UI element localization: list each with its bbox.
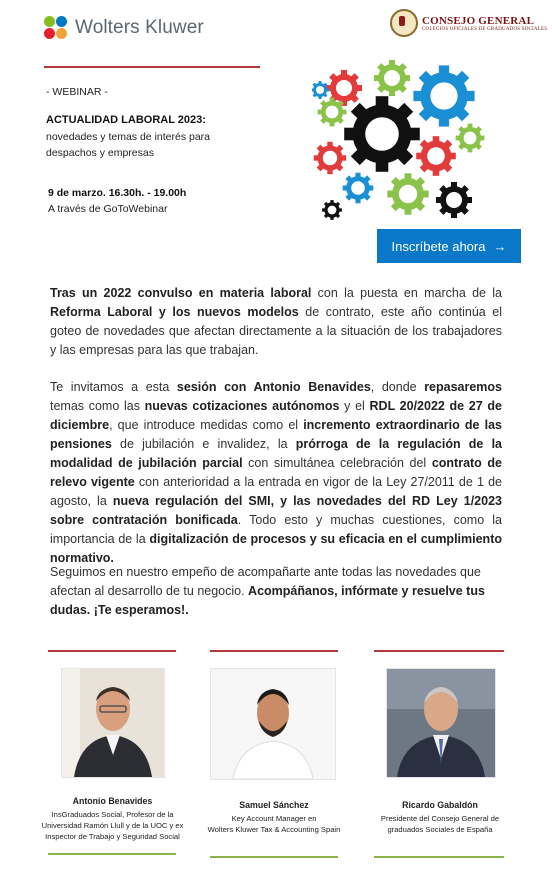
consejo-seal-icon	[390, 9, 418, 37]
bottom-divider-2	[210, 856, 338, 858]
speaker-name: Antonio Benavides	[72, 796, 153, 806]
speaker-role-line: Inspector de Trabajo y Seguridad Social	[45, 832, 180, 841]
black-gear-small-icon	[436, 182, 472, 218]
blue-gear-icon	[413, 65, 474, 126]
brand-name: Wolters Kluwer	[75, 17, 204, 38]
speaker-role-line: InsGraduados Social, Profesor de la	[51, 810, 174, 819]
event-date: 9 de marzo. 16.30h. - 19.00h	[48, 187, 187, 199]
partner-title: CONSEJO GENERAL	[422, 14, 535, 27]
text-run: digitalización de procesos y su eficacia en el cumplimiento normativo.	[50, 532, 502, 565]
event-title: ACTUALIDAD LABORAL 2023:	[46, 114, 206, 126]
text-run: nueva regulación del SMI, y las novedades del RD Ley 1/2023 sobre contratación bonificada	[50, 494, 502, 527]
wolters-kluwer-logo	[44, 16, 204, 40]
green-gear-bottom-icon	[387, 173, 428, 214]
text-run: temas como las	[50, 399, 145, 413]
event-kind: - WEBINAR -	[46, 86, 108, 98]
text-run: sesión con Antonio Benavides	[176, 380, 371, 394]
text-run: , que introduce medidas como el	[109, 418, 304, 432]
speaker-role-line: Presidente del Consejo General de	[380, 814, 500, 823]
text-run: de jubilación e invalidez, la	[111, 437, 296, 451]
invitation-paragraph	[50, 378, 502, 568]
text-run: prórroga de la regulación de la modalidad de jubilación parcial	[50, 437, 502, 470]
text-run: Tras un 2022 convulso en materia laboral	[50, 286, 312, 300]
speaker-divider-2	[210, 650, 338, 652]
text-run: Te invitamos a esta	[50, 380, 177, 394]
speaker-photo-antonio	[61, 668, 165, 778]
speaker-role-line: Wolters Kluwer Tax & Accounting Spain	[207, 825, 341, 834]
green-gear-icon	[374, 60, 410, 96]
black-gear-icon	[344, 96, 420, 172]
event-subtitle-1: novedades y temas de interés para	[46, 131, 211, 143]
wolters-kluwer-mark-icon	[44, 16, 68, 40]
speaker-photo-ricardo	[386, 668, 496, 778]
red-gear-small-icon	[314, 142, 346, 174]
speaker-card-antonio	[40, 796, 185, 842]
text-run: de contrato, este año continúa el goteo de novedades que afectan directamente a la situación de los trabajadores y las empresas para las que trabajan.	[50, 305, 502, 357]
text-run: Reforma Laboral y los nuevos modelos	[50, 305, 299, 319]
event-platform: A través de GoToWebinar	[48, 203, 168, 215]
speaker-role-line: Key Account Manager en	[231, 814, 317, 823]
person-portrait-icon	[387, 669, 495, 777]
text-run: con la puesta en marcha de la	[311, 286, 502, 300]
register-button[interactable]	[377, 229, 521, 263]
text-run: contrato de relevo vigente	[50, 456, 503, 489]
top-divider	[44, 66, 260, 68]
person-portrait-icon	[62, 669, 164, 777]
lime-gear-icon	[318, 98, 347, 127]
partner-subtitle: COLEGIOS OFICIALES DE GRADUADOS SOCIALES	[422, 26, 548, 32]
speaker-photo-samuel	[210, 668, 336, 780]
speaker-card-samuel	[197, 800, 351, 835]
text-run: nuevas cotizaciones autónomos	[144, 399, 340, 413]
speaker-card-ricardo	[365, 800, 515, 835]
bottom-divider-3	[374, 856, 504, 858]
text-run: , donde	[370, 380, 425, 394]
speaker-name: Samuel Sánchez	[239, 800, 309, 810]
event-subtitle-2: despachos y empresas	[46, 147, 154, 159]
text-run: con simultánea celebración del	[242, 456, 432, 470]
text-run: repasaremos	[424, 380, 503, 394]
speaker-divider-1	[48, 650, 176, 652]
gears-illustration	[312, 60, 492, 220]
text-run: Seguimos en nuestro empeño de acompañarte ante todas las novedades que afectan al desarrollo de tu negocio.	[50, 565, 481, 598]
arrow-right-icon: →	[493, 238, 507, 254]
blue-gear-small-icon	[343, 173, 374, 204]
text-run: RDL 20/2022 de 27 de diciembre	[50, 399, 502, 432]
consejo-general-logo	[390, 9, 547, 37]
person-portrait-icon	[211, 669, 335, 779]
closing-paragraph	[50, 563, 502, 620]
speaker-divider-3	[374, 650, 504, 652]
blue-gear-tiny-icon	[312, 81, 329, 99]
text-run: incremento extraordinario de las pensiones	[50, 418, 502, 451]
speaker-role-line: Universidad Ramón Llull y de la UOC y ex	[41, 821, 184, 830]
green-gear-right-icon	[456, 124, 485, 153]
text-run: con anterioridad a la entrada en vigor de la Ley 27/2011 de 1 de agosto, la	[50, 475, 502, 508]
register-button-label: Inscríbete ahora	[391, 238, 486, 254]
text-run: Acompáñanos, infórmate y resuelve tus dudas. ¡Te esperamos!.	[50, 584, 485, 617]
red-gear-mid-icon	[416, 136, 456, 176]
bottom-divider-1	[48, 853, 176, 855]
intro-paragraph	[50, 284, 502, 360]
black-gear-tiny-icon	[322, 200, 342, 220]
speaker-name: Ricardo Gabaldón	[402, 800, 478, 810]
speaker-role-line: graduados Sociales de España	[387, 825, 493, 834]
text-run: . Todo esto y muchas cuestiones, como la importancia de la	[50, 513, 502, 546]
text-run: y el	[339, 399, 370, 413]
